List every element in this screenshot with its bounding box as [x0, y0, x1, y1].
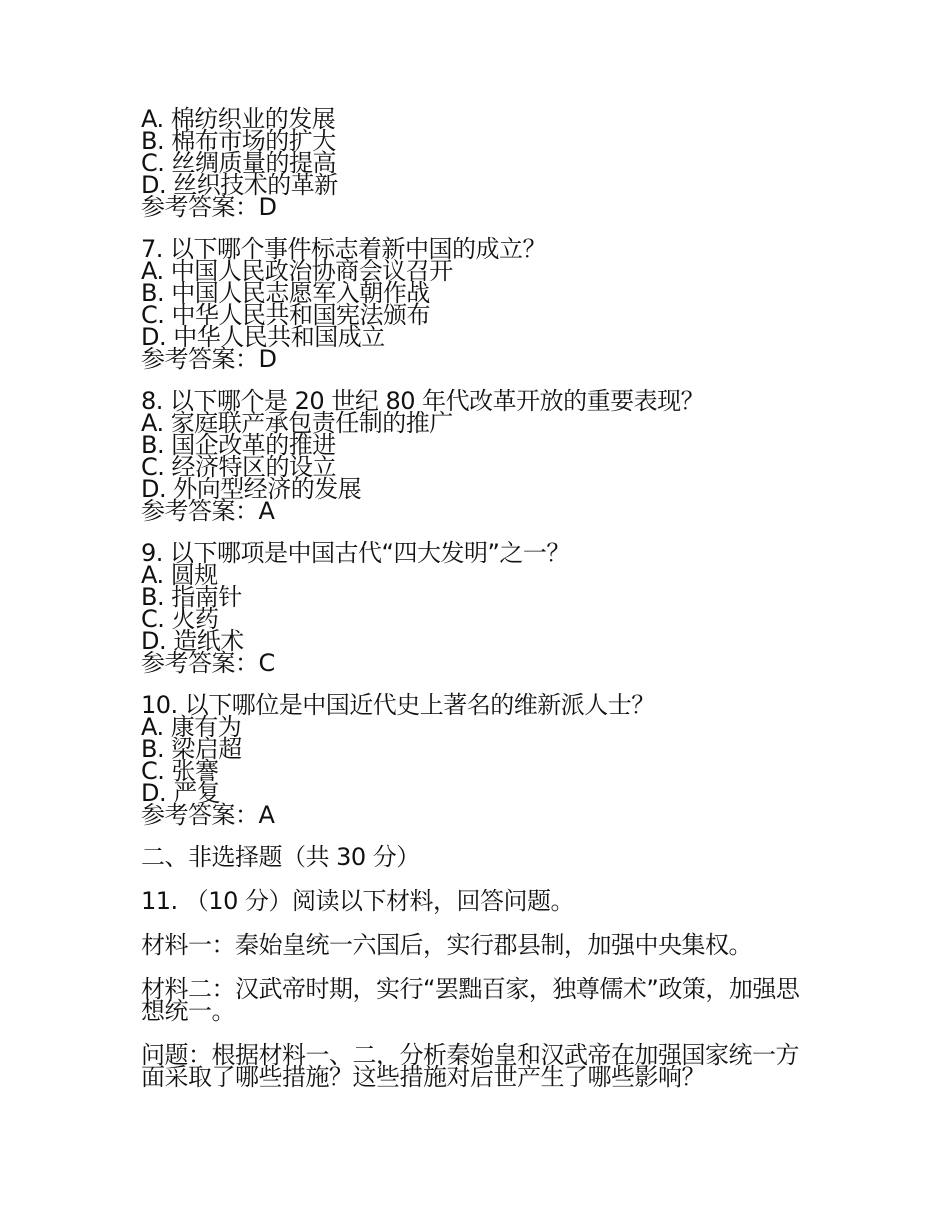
- exam-page: [141, 105, 821, 1091]
- question-11-title: 11. （10 分）阅读以下材料，回答问题。: [141, 887, 574, 915]
- option-b: B. 指南针: [141, 583, 242, 611]
- question-9-block: [141, 539, 821, 677]
- option-a: A. 棉纺织业的发展: [141, 105, 336, 133]
- section-heading: 二、非选择题（共 30 分）: [141, 843, 420, 871]
- option-a: A. 家庭联产承包责任制的推广: [141, 409, 453, 437]
- question-7-block: [141, 235, 821, 373]
- option-b: B. 中国人民志愿军入朝作战: [141, 279, 430, 307]
- option-b: B. 棉布市场的扩大: [141, 127, 336, 155]
- option-d: D. 中华人民共和国成立: [141, 323, 385, 351]
- question-10-block: [141, 691, 821, 829]
- option-c: C. 中华人民共和国宪法颁布: [141, 301, 431, 329]
- question-11-prompt: 问题：根据材料一、二，分析秦始皇和汉武帝在加强国家统一方面采取了哪些措施？这些措施对后世产生了哪些影响？: [141, 1041, 799, 1091]
- material-2: 材料二：汉武帝时期，实行“罢黜百家，独尊儒术”政策，加强思想统一。: [141, 975, 800, 1025]
- option-c: C. 张謇: [141, 757, 219, 785]
- option-b: B. 梁启超: [141, 735, 242, 763]
- option-c: C. 丝绸质量的提高: [141, 149, 337, 177]
- question-text: 9. 以下哪项是中国古代“四大发明”之一？: [141, 539, 570, 567]
- answer-text: 参考答案：D: [141, 345, 277, 373]
- option-a: A. 圆规: [141, 561, 218, 589]
- option-d: D. 外向型经济的发展: [141, 475, 362, 503]
- option-a: A. 康有为: [141, 713, 242, 741]
- question-text: 7. 以下哪个事件标志着新中国的成立？: [141, 235, 547, 263]
- question-8-block: [141, 387, 821, 525]
- question-text: 10. 以下哪位是中国近代史上著名的维新派人士？: [141, 691, 655, 719]
- answer-text: 参考答案：C: [141, 649, 275, 677]
- question-6-block: [141, 105, 821, 221]
- option-c: C. 火药: [141, 605, 219, 633]
- answer-text: 参考答案：A: [141, 801, 275, 829]
- option-d: D. 严复: [141, 779, 221, 807]
- answer-text: 参考答案：A: [141, 497, 275, 525]
- option-d: D. 造纸术: [141, 627, 244, 655]
- option-d: D. 丝织技术的革新: [141, 171, 338, 199]
- option-b: B. 国企改革的推进: [141, 431, 336, 459]
- answer-text: 参考答案：D: [141, 193, 277, 221]
- question-text: 8. 以下哪个是 20 世纪 80 年代改革开放的重要表现？: [141, 387, 705, 415]
- option-c: C. 经济特区的设立: [141, 453, 337, 481]
- option-a: A. 中国人民政治协商会议召开: [141, 257, 453, 285]
- material-1: 材料一：秦始皇统一六国后，实行郡县制，加强中央集权。: [141, 931, 752, 959]
